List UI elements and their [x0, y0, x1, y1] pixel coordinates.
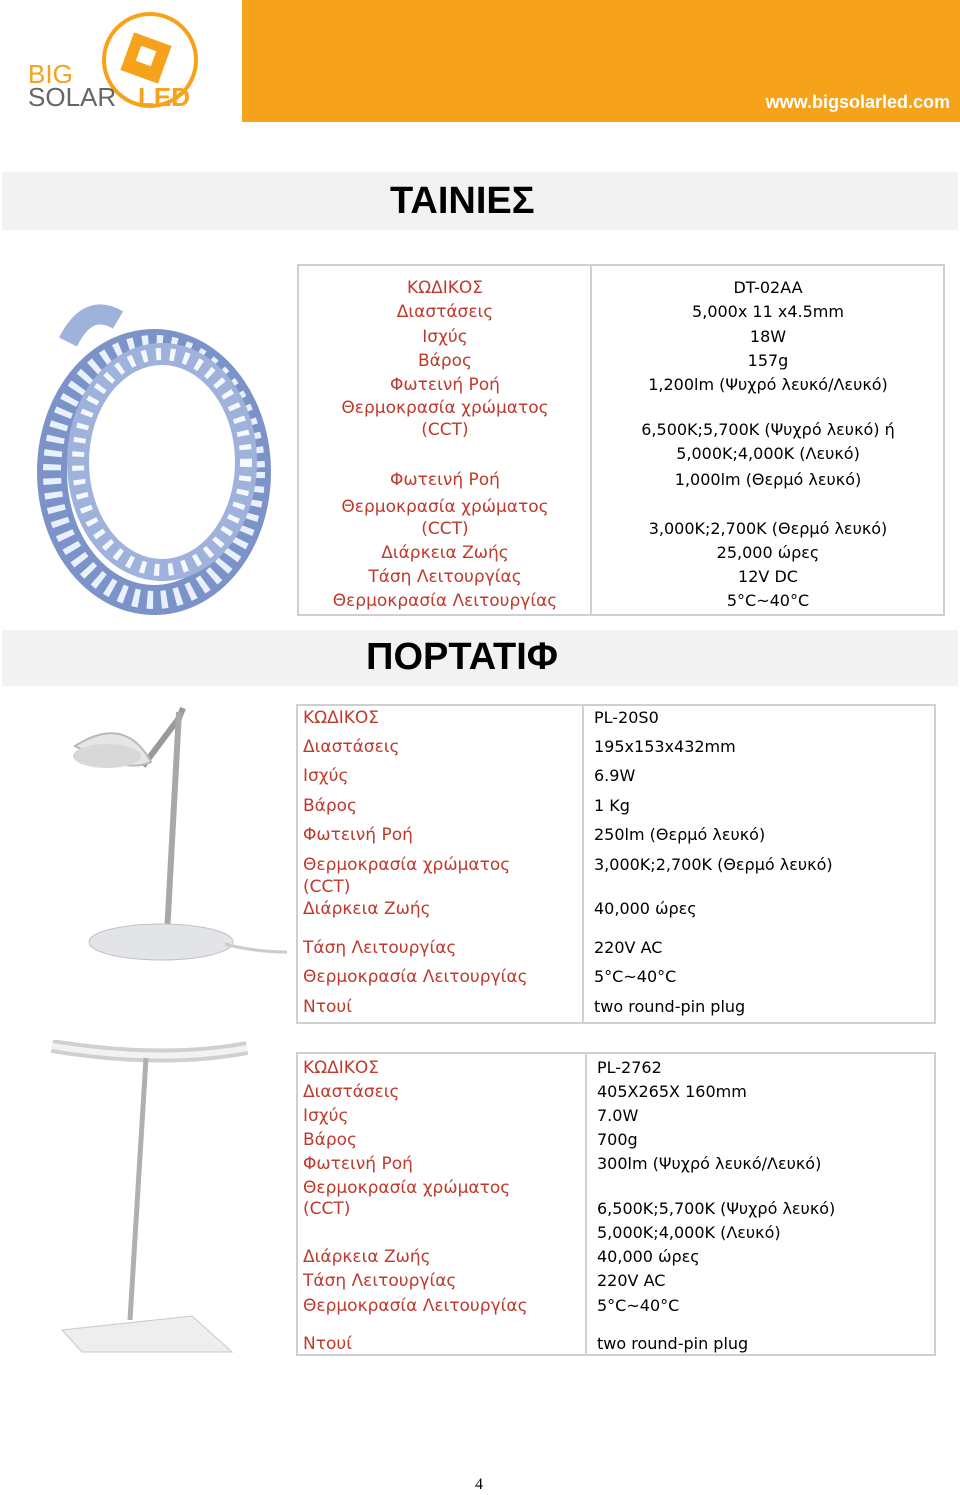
lamp2-label-socket: Ντουί: [303, 1334, 352, 1354]
strip-value-lifetime: 25,000 ώρες: [716, 543, 820, 562]
strip-value-code: DT-02AA: [733, 278, 803, 297]
led-strip-image: [28, 302, 280, 616]
lamp2-label-dimensions: Διαστάσεις: [303, 1082, 400, 1102]
lamp1-label-voltage: Τάση Λειτουργίας: [303, 938, 457, 958]
section-title-strips: ΤΑΙΝΙΕΣ: [390, 180, 535, 222]
lamp2-value-flux: 300lm (Ψυχρό λευκό/Λευκό): [597, 1154, 822, 1173]
lamp2-value-cct-cool: 6,500K;5,700K (Ψυχρό λευκό): [597, 1199, 836, 1218]
lamp2-label-cct-abbr: (CCT): [303, 1199, 351, 1219]
lamp2-label-temp: Θερμοκρασία Λειτουργίας: [303, 1296, 528, 1316]
strip-label-dimensions: Διαστάσεις: [396, 302, 494, 322]
strip-value-flux-warm: 1,000lm (Θερμό λευκό): [674, 470, 862, 489]
lamp2-value-cct-neutral: 5,000K;4,000K (Λευκό): [597, 1223, 781, 1242]
strip-value-flux-cool: 1,200lm (Ψυχρό λευκό/Λευκό): [648, 375, 888, 394]
lamp1-label-power: Ισχύς: [303, 766, 349, 786]
lamp2-value-weight: 700g: [597, 1130, 638, 1149]
strip-label-weight: Βάρος: [417, 351, 473, 371]
website-url[interactable]: www.bigsolarled.com: [765, 92, 950, 112]
section-band-strips: [2, 172, 958, 230]
lamp1-value-code: PL-20S0: [594, 708, 659, 727]
strip-value-power: 18W: [749, 327, 787, 346]
lamp2-value-power: 7.0W: [597, 1106, 639, 1125]
brand-line2: SOLAR: [28, 82, 117, 112]
lamp2-table-divider: [585, 1052, 587, 1356]
strip-value-temp: 5°C~40°C: [726, 591, 810, 610]
lamp1-image: [55, 704, 290, 969]
strip-label-code: ΚΩΔΙΚΟΣ: [406, 278, 484, 298]
brand-line3: LED: [138, 82, 190, 112]
lamp2-label-code: ΚΩΔΙΚΟΣ: [303, 1058, 380, 1078]
section-band-lamps: [2, 630, 958, 686]
brand-logo: [0, 0, 240, 122]
lamp1-value-power: 6.9W: [594, 766, 636, 785]
lamp2-label-weight: Βάρος: [303, 1130, 358, 1150]
lamp2-value-socket: two round-pin plug: [597, 1334, 749, 1353]
lamp2-label-flux: Φωτεινή Ροή: [303, 1154, 413, 1174]
lamp2-label-cct: Θερμοκρασία χρώματος: [303, 1178, 511, 1198]
lamp2-image: [42, 1040, 292, 1358]
lamp1-label-cct-abbr: (CCT): [303, 877, 351, 897]
strip-label-voltage: Τάση Λειτουργίας: [368, 567, 522, 587]
lamp1-table-divider: [582, 704, 584, 1024]
lamp1-label-dimensions: Διαστάσεις: [303, 737, 400, 757]
strip-label-temp: Θερμοκρασία Λειτουργίας: [332, 591, 558, 611]
strip-value-cct-warm: 3,000K;2,700K (Θερμό λευκό): [648, 519, 888, 538]
lamp1-value-socket: two round-pin plug: [594, 997, 746, 1016]
lamp2-value-lifetime: 40,000 ώρες: [597, 1247, 700, 1266]
strip-label-lifetime: Διάρκεια Ζωής: [381, 543, 509, 563]
lamp1-label-temp: Θερμοκρασία Λειτουργίας: [303, 967, 528, 987]
lamp1-value-flux: 250lm (Θερμό λευκό): [594, 825, 766, 844]
strip-label-power: Ισχύς: [422, 327, 468, 347]
lamp1-label-code: ΚΩΔΙΚΟΣ: [303, 708, 380, 728]
lamp1-label-cct: Θερμοκρασία χρώματος: [303, 855, 511, 875]
strip-value-cct-cool: 6,500K;5,700K (Ψυχρό λευκό) ή: [641, 420, 895, 439]
lamp1-label-weight: Βάρος: [303, 796, 358, 816]
strip-label-cct-warm: Θερμοκρασία χρώματος: [341, 497, 549, 517]
lamp2-value-dimensions: 405X265X 160mm: [597, 1082, 747, 1101]
lamp2-value-temp: 5°C~40°C: [597, 1296, 680, 1315]
strip-value-dimensions: 5,000x 11 x4.5mm: [692, 302, 844, 321]
lamp1-value-cct: 3,000K;2,700K (Θερμό λευκό): [594, 855, 833, 874]
page-number: 4: [475, 1476, 483, 1493]
lamp2-label-lifetime: Διάρκεια Ζωής: [303, 1247, 431, 1267]
lamp2-value-code: PL-2762: [597, 1058, 662, 1077]
strip-label-flux-cool: Φωτεινή Ροή: [390, 375, 500, 395]
header-bar: [242, 0, 960, 122]
strip-label-cct-warm-abbr: (CCT): [421, 519, 469, 539]
strip-value-weight: 157g: [747, 351, 789, 370]
strip-label-cct-cool-abbr: (CCT): [421, 420, 469, 440]
lamp2-label-power: Ισχύς: [303, 1106, 349, 1126]
strip-label-cct-cool: Θερμοκρασία χρώματος: [341, 398, 549, 418]
lamp1-label-socket: Ντουί: [303, 997, 352, 1017]
lamp1-label-flux: Φωτεινή Ροή: [303, 825, 413, 845]
lamp1-value-voltage: 220V AC: [594, 938, 663, 957]
lamp1-value-dimensions: 195x153x432mm: [594, 737, 736, 756]
section-title-lamps: ΠΟΡΤΑΤΙΦ: [366, 636, 558, 678]
brand-line1: BIG: [28, 59, 73, 89]
strip-value-voltage: 12V DC: [738, 567, 798, 586]
lamp1-value-lifetime: 40,000 ώρες: [594, 899, 697, 918]
strip-label-flux-warm: Φωτεινή Ροή: [390, 470, 500, 490]
lamp1-value-temp: 5°C~40°C: [594, 967, 677, 986]
lamp1-value-weight: 1 Kg: [594, 796, 630, 815]
strip-value-cct-neutral: 5,000K;4,000K (Λευκό): [676, 444, 860, 463]
lamp2-label-voltage: Τάση Λειτουργίας: [303, 1271, 457, 1291]
lamp1-label-lifetime: Διάρκεια Ζωής: [303, 899, 431, 919]
lamp2-value-voltage: 220V AC: [597, 1271, 666, 1290]
